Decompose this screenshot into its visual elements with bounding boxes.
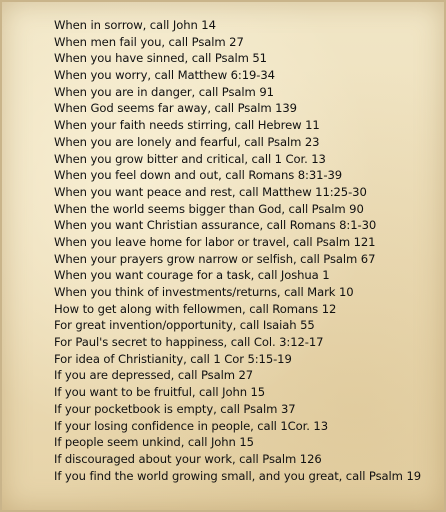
list-item: For idea of Christianity, call 1 Cor 5:15-19 <box>54 351 292 366</box>
list-item: When you leave home for labor or travel, call Psalm 121 <box>54 234 376 249</box>
list-item: If people seem unkind, call John 15 <box>54 435 254 450</box>
list-item: If your pocketbook is empty, call Psalm 37 <box>54 401 296 416</box>
list-item: When God seems far away, call Psalm 139 <box>54 101 297 116</box>
list-item: When you feel down and out, call Romans 8:31-39 <box>54 168 343 183</box>
list-item: When you have sinned, call Psalm 51 <box>54 51 267 66</box>
list-item: When your faith needs stirring, call Hebrew 11 <box>54 118 320 133</box>
list-item: If your losing confidence in people, call 1Cor. 13 <box>54 418 328 433</box>
list-item: If discouraged about your work, call Psalm 126 <box>54 451 322 466</box>
list-item: For Paul's secret to happiness, call Col. 3:12-17 <box>54 335 324 350</box>
list-item: When you worry, call Matthew 6:19-34 <box>54 68 275 83</box>
list-item: For great invention/opportunity, call Isaiah 55 <box>54 318 315 333</box>
scripture-list <box>54 17 421 484</box>
list-item: How to get along with fellowmen, call Romans 12 <box>54 301 337 316</box>
list-item: When you think of investments/returns, call Mark 10 <box>54 285 354 299</box>
list-item: When you grow bitter and critical, call 1 Cor. 13 <box>54 151 326 166</box>
list-item: When men fail you, call Psalm 27 <box>54 34 244 49</box>
list-item: When you are lonely and fearful, call Psalm 23 <box>54 134 320 149</box>
list-item: If you want to be fruitful, call John 15 <box>54 385 266 400</box>
list-item: When you want Christian assurance, call Romans 8:1-30 <box>54 218 377 233</box>
list-item: If you are depressed, call Psalm 27 <box>54 368 254 383</box>
list-item: If you find the world growing small, and you great, call Psalm 19 <box>54 468 422 483</box>
list-item: When the world seems bigger than God, call Psalm 90 <box>54 201 364 216</box>
list-item: When in sorrow, call John 14 <box>54 18 216 32</box>
list-item: When you want courage for a task, call Joshua 1 <box>54 268 330 283</box>
list-item: When you want peace and rest, call Matthew 11:25-30 <box>54 184 367 199</box>
list-item: When you are in danger, call Psalm 91 <box>54 84 274 99</box>
list-item: When your prayers grow narrow or selfish, call Psalm 67 <box>54 251 376 266</box>
